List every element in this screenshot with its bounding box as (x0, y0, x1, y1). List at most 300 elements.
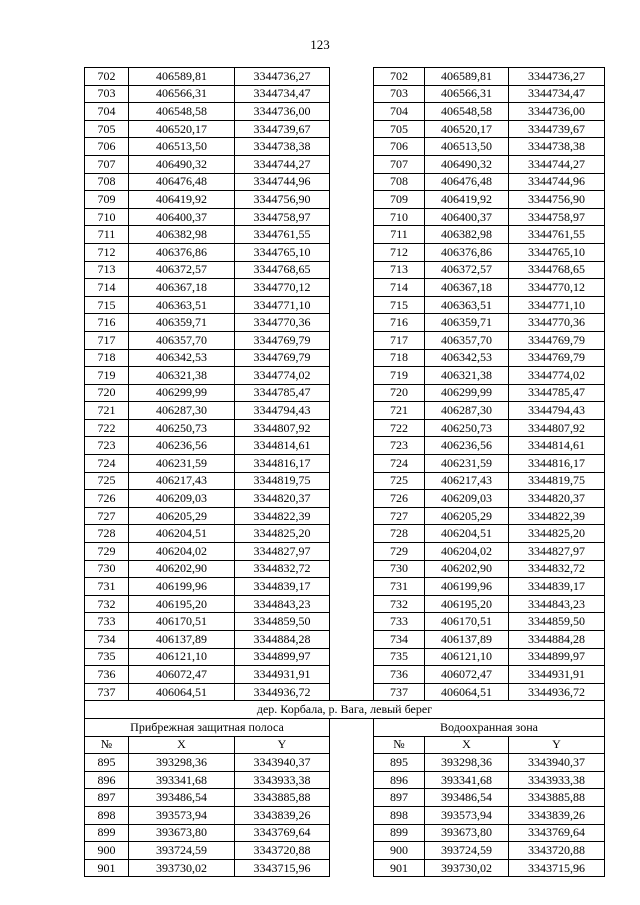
x-coordinate: 393724,59 (129, 842, 235, 860)
y-coordinate: 3344774,02 (509, 367, 605, 385)
y-coordinate: 3344827,97 (235, 543, 330, 561)
table-row (85, 455, 605, 473)
x-coordinate: 406217,43 (129, 472, 235, 490)
point-number: 710 (85, 208, 129, 226)
point-number: 705 (85, 120, 129, 138)
table-row (85, 191, 605, 209)
point-number: 711 (374, 226, 425, 244)
x-coordinate: 406367,18 (425, 279, 509, 297)
x-coordinate: 406199,96 (129, 578, 235, 596)
point-number: 717 (85, 331, 129, 349)
y-coordinate: 3344769,79 (235, 331, 330, 349)
table-row (85, 279, 605, 297)
point-number: 720 (85, 384, 129, 402)
y-coordinate: 3343715,96 (235, 859, 330, 877)
x-coordinate: 393298,36 (129, 754, 235, 772)
y-coordinate: 3344770,12 (509, 279, 605, 297)
column-gap (330, 595, 374, 613)
x-coordinate: 393730,02 (129, 859, 235, 877)
x-coordinate: 406382,98 (129, 226, 235, 244)
x-coordinate: 406064,51 (425, 683, 509, 701)
y-coordinate: 3344931,91 (235, 666, 330, 684)
x-coordinate: 406476,48 (129, 173, 235, 191)
header-y: Y (235, 736, 330, 754)
table-row (85, 578, 605, 596)
y-coordinate: 3344807,92 (235, 419, 330, 437)
x-coordinate: 406204,51 (425, 525, 509, 543)
column-gap (330, 789, 374, 807)
point-number: 708 (85, 173, 129, 191)
y-coordinate: 3344822,39 (235, 507, 330, 525)
column-gap (330, 507, 374, 525)
y-coordinate: 3344832,72 (235, 560, 330, 578)
table-row (85, 859, 605, 877)
column-gap (330, 191, 374, 209)
column-gap (330, 718, 374, 736)
header-num: № (85, 736, 129, 754)
x-coordinate: 406170,51 (425, 613, 509, 631)
column-gap (330, 384, 374, 402)
point-number: 715 (85, 296, 129, 314)
x-coordinate: 406419,92 (425, 191, 509, 209)
y-coordinate: 3343720,88 (509, 842, 605, 860)
y-coordinate: 3344825,20 (509, 525, 605, 543)
x-coordinate: 406589,81 (425, 68, 509, 86)
x-coordinate: 406520,17 (425, 120, 509, 138)
x-coordinate: 406202,90 (129, 560, 235, 578)
y-coordinate: 3344738,38 (509, 138, 605, 156)
y-coordinate: 3344807,92 (509, 419, 605, 437)
x-coordinate: 406236,56 (425, 437, 509, 455)
y-coordinate: 3344774,02 (235, 367, 330, 385)
point-number: 723 (374, 437, 425, 455)
x-coordinate: 406490,32 (425, 155, 509, 173)
x-coordinate: 406342,53 (129, 349, 235, 367)
point-number: 899 (85, 824, 129, 842)
y-coordinate: 3343885,88 (509, 789, 605, 807)
y-coordinate: 3343769,64 (235, 824, 330, 842)
column-gap (330, 525, 374, 543)
x-coordinate: 406121,10 (425, 648, 509, 666)
column-gap (330, 806, 374, 824)
x-coordinate: 406342,53 (425, 349, 509, 367)
y-coordinate: 3344794,43 (509, 402, 605, 420)
y-coordinate: 3344819,75 (509, 472, 605, 490)
point-number: 728 (85, 525, 129, 543)
column-gap (330, 472, 374, 490)
x-coordinate: 406250,73 (129, 419, 235, 437)
column-gap (330, 331, 374, 349)
x-coordinate: 406357,70 (129, 331, 235, 349)
point-number: 731 (85, 578, 129, 596)
point-number: 897 (85, 789, 129, 807)
column-gap (330, 648, 374, 666)
section-title-row (85, 701, 605, 719)
x-coordinate: 393298,36 (425, 754, 509, 772)
y-coordinate: 3344761,55 (235, 226, 330, 244)
y-coordinate: 3344738,38 (235, 138, 330, 156)
y-coordinate: 3343940,37 (509, 754, 605, 772)
column-gap (330, 226, 374, 244)
table-row (85, 771, 605, 789)
table-row (85, 648, 605, 666)
y-coordinate: 3344736,27 (235, 68, 330, 86)
point-number: 731 (374, 578, 425, 596)
x-coordinate: 393673,80 (129, 824, 235, 842)
y-coordinate: 3343715,96 (509, 859, 605, 877)
y-coordinate: 3343720,88 (235, 842, 330, 860)
x-coordinate: 406476,48 (425, 173, 509, 191)
column-gap (330, 683, 374, 701)
point-number: 706 (374, 138, 425, 156)
page-number: 123 (310, 37, 330, 52)
point-number: 720 (374, 384, 425, 402)
x-coordinate: 393724,59 (425, 842, 509, 860)
point-number: 730 (85, 560, 129, 578)
point-number: 711 (85, 226, 129, 244)
column-gap (330, 419, 374, 437)
table-row (85, 789, 605, 807)
x-coordinate: 406202,90 (425, 560, 509, 578)
x-coordinate: 406299,99 (425, 384, 509, 402)
point-number: 714 (85, 279, 129, 297)
y-coordinate: 3344744,96 (235, 173, 330, 191)
column-gap (330, 736, 374, 754)
table-row (85, 314, 605, 332)
x-coordinate: 406195,20 (129, 595, 235, 613)
x-coordinate: 406382,98 (425, 226, 509, 244)
point-number: 710 (374, 208, 425, 226)
x-coordinate: 406217,43 (425, 472, 509, 490)
point-number: 704 (85, 103, 129, 121)
y-coordinate: 3344765,10 (235, 243, 330, 261)
point-number: 719 (374, 367, 425, 385)
point-number: 724 (85, 455, 129, 473)
y-coordinate: 3344744,27 (235, 155, 330, 173)
x-coordinate: 406321,38 (425, 367, 509, 385)
y-coordinate: 3343839,26 (235, 806, 330, 824)
x-coordinate: 406205,29 (129, 507, 235, 525)
table-row (85, 543, 605, 561)
point-number: 899 (374, 824, 425, 842)
column-gap (330, 631, 374, 649)
x-coordinate: 406250,73 (425, 419, 509, 437)
point-number: 732 (374, 595, 425, 613)
table-row (85, 296, 605, 314)
x-coordinate: 406231,59 (129, 455, 235, 473)
point-number: 727 (374, 507, 425, 525)
point-number: 704 (374, 103, 425, 121)
column-header-row (85, 736, 605, 754)
column-gap (330, 279, 374, 297)
point-number: 705 (374, 120, 425, 138)
column-gap (330, 120, 374, 138)
point-number: 727 (85, 507, 129, 525)
y-coordinate: 3344769,79 (235, 349, 330, 367)
x-coordinate: 406372,57 (129, 261, 235, 279)
point-number: 707 (374, 155, 425, 173)
table-row (85, 613, 605, 631)
column-gap (330, 824, 374, 842)
x-coordinate: 406231,59 (425, 455, 509, 473)
y-coordinate: 3344785,47 (509, 384, 605, 402)
y-coordinate: 3344936,72 (509, 683, 605, 701)
y-coordinate: 3344785,47 (235, 384, 330, 402)
x-coordinate: 406121,10 (129, 648, 235, 666)
y-coordinate: 3344825,20 (235, 525, 330, 543)
column-gap (330, 560, 374, 578)
table-row (85, 103, 605, 121)
x-coordinate: 393486,54 (129, 789, 235, 807)
point-number: 735 (85, 648, 129, 666)
x-coordinate: 393341,68 (425, 771, 509, 789)
x-coordinate: 406299,99 (129, 384, 235, 402)
x-coordinate: 393341,68 (129, 771, 235, 789)
point-number: 735 (374, 648, 425, 666)
y-coordinate: 3344736,00 (509, 103, 605, 121)
y-coordinate: 3343839,26 (509, 806, 605, 824)
table-row (85, 525, 605, 543)
table-row (85, 507, 605, 525)
table-row (85, 595, 605, 613)
header-num: № (374, 736, 425, 754)
x-coordinate: 406137,89 (129, 631, 235, 649)
y-coordinate: 3344931,91 (509, 666, 605, 684)
y-coordinate: 3344744,27 (509, 155, 605, 173)
point-number: 736 (374, 666, 425, 684)
point-number: 725 (374, 472, 425, 490)
table-row (85, 68, 605, 86)
x-coordinate: 406170,51 (129, 613, 235, 631)
point-number: 737 (374, 683, 425, 701)
x-coordinate: 406359,71 (129, 314, 235, 332)
y-coordinate: 3344859,50 (235, 613, 330, 631)
table-row (85, 560, 605, 578)
point-number: 896 (85, 771, 129, 789)
y-coordinate: 3344884,28 (235, 631, 330, 649)
point-number: 728 (374, 525, 425, 543)
point-number: 895 (85, 754, 129, 772)
table-row (85, 683, 605, 701)
x-coordinate: 406566,31 (129, 85, 235, 103)
y-coordinate: 3344822,39 (509, 507, 605, 525)
y-coordinate: 3344770,12 (235, 279, 330, 297)
top-rows (85, 68, 605, 701)
column-gap (330, 543, 374, 561)
x-coordinate: 393486,54 (425, 789, 509, 807)
point-number: 716 (374, 314, 425, 332)
y-coordinate: 3344739,67 (235, 120, 330, 138)
column-gap (330, 613, 374, 631)
column-gap (330, 437, 374, 455)
table-row (85, 384, 605, 402)
x-coordinate: 393573,94 (129, 806, 235, 824)
point-number: 722 (85, 419, 129, 437)
table-row (85, 824, 605, 842)
column-gap (330, 578, 374, 596)
x-coordinate: 393673,80 (425, 824, 509, 842)
y-coordinate: 3343885,88 (235, 789, 330, 807)
point-number: 733 (85, 613, 129, 631)
x-coordinate: 406520,17 (129, 120, 235, 138)
point-number: 732 (85, 595, 129, 613)
table-row (85, 419, 605, 437)
x-coordinate: 406363,51 (425, 296, 509, 314)
point-number: 718 (374, 349, 425, 367)
y-coordinate: 3344765,10 (509, 243, 605, 261)
y-coordinate: 3344770,36 (235, 314, 330, 332)
header-y: Y (509, 736, 605, 754)
point-number: 733 (374, 613, 425, 631)
point-number: 734 (374, 631, 425, 649)
table-row (85, 155, 605, 173)
x-coordinate: 406064,51 (129, 683, 235, 701)
column-gap (330, 155, 374, 173)
header-x: X (129, 736, 235, 754)
point-number: 721 (85, 402, 129, 420)
point-number: 900 (85, 842, 129, 860)
table-row (85, 261, 605, 279)
x-coordinate: 406548,58 (129, 103, 235, 121)
zone-title-row (85, 718, 605, 736)
table-row (85, 754, 605, 772)
point-number: 729 (85, 543, 129, 561)
point-number: 706 (85, 138, 129, 156)
point-number: 709 (374, 191, 425, 209)
x-coordinate: 406400,37 (129, 208, 235, 226)
column-gap (330, 490, 374, 508)
y-coordinate: 3344832,72 (509, 560, 605, 578)
table-row (85, 243, 605, 261)
table-row (85, 472, 605, 490)
y-coordinate: 3343933,38 (509, 771, 605, 789)
x-coordinate: 406400,37 (425, 208, 509, 226)
y-coordinate: 3344758,97 (235, 208, 330, 226)
y-coordinate: 3343769,64 (509, 824, 605, 842)
table-row (85, 631, 605, 649)
point-number: 730 (374, 560, 425, 578)
y-coordinate: 3344739,67 (509, 120, 605, 138)
x-coordinate: 406548,58 (425, 103, 509, 121)
x-coordinate: 406209,03 (425, 490, 509, 508)
point-number: 707 (85, 155, 129, 173)
column-gap (330, 138, 374, 156)
column-gap (330, 754, 374, 772)
table-row (85, 437, 605, 455)
y-coordinate: 3344771,10 (509, 296, 605, 314)
column-gap (330, 173, 374, 191)
point-number: 708 (374, 173, 425, 191)
point-number: 703 (374, 85, 425, 103)
table-row (85, 331, 605, 349)
y-coordinate: 3344814,61 (509, 437, 605, 455)
x-coordinate: 406419,92 (129, 191, 235, 209)
table-row (85, 402, 605, 420)
x-coordinate: 406589,81 (129, 68, 235, 86)
point-number: 723 (85, 437, 129, 455)
x-coordinate: 406359,71 (425, 314, 509, 332)
table-row (85, 226, 605, 244)
y-coordinate: 3344758,97 (509, 208, 605, 226)
point-number: 895 (374, 754, 425, 772)
y-coordinate: 3344827,97 (509, 543, 605, 561)
table-row (85, 806, 605, 824)
point-number: 725 (85, 472, 129, 490)
x-coordinate: 406287,30 (425, 402, 509, 420)
bottom-rows (85, 754, 605, 877)
point-number: 897 (374, 789, 425, 807)
column-gap (330, 208, 374, 226)
point-number: 729 (374, 543, 425, 561)
y-coordinate: 3344899,97 (235, 648, 330, 666)
point-number: 900 (374, 842, 425, 860)
x-coordinate: 406321,38 (129, 367, 235, 385)
x-coordinate: 406204,02 (425, 543, 509, 561)
x-coordinate: 406072,47 (425, 666, 509, 684)
y-coordinate: 3344839,17 (235, 578, 330, 596)
y-coordinate: 3344814,61 (235, 437, 330, 455)
point-number: 714 (374, 279, 425, 297)
y-coordinate: 3344839,17 (509, 578, 605, 596)
point-number: 718 (85, 349, 129, 367)
table-row (85, 842, 605, 860)
point-number: 724 (374, 455, 425, 473)
column-gap (330, 367, 374, 385)
point-number: 737 (85, 683, 129, 701)
y-coordinate: 3344769,79 (509, 331, 605, 349)
y-coordinate: 3344794,43 (235, 402, 330, 420)
table-row (85, 490, 605, 508)
header-x: X (425, 736, 509, 754)
y-coordinate: 3344843,23 (235, 595, 330, 613)
x-coordinate: 406205,29 (425, 507, 509, 525)
x-coordinate: 406490,32 (129, 155, 235, 173)
point-number: 713 (374, 261, 425, 279)
y-coordinate: 3343940,37 (235, 754, 330, 772)
point-number: 715 (374, 296, 425, 314)
column-gap (330, 666, 374, 684)
column-gap (330, 402, 374, 420)
column-gap (330, 455, 374, 473)
y-coordinate: 3344744,96 (509, 173, 605, 191)
y-coordinate: 3344771,10 (235, 296, 330, 314)
point-number: 901 (374, 859, 425, 877)
y-coordinate: 3344734,47 (509, 85, 605, 103)
section-header (85, 701, 605, 754)
y-coordinate: 3344936,72 (235, 683, 330, 701)
x-coordinate: 406236,56 (129, 437, 235, 455)
x-coordinate: 406513,50 (129, 138, 235, 156)
section-title: дер. Корбала, р. Вага, левый берег (85, 701, 605, 719)
x-coordinate: 406209,03 (129, 490, 235, 508)
y-coordinate: 3344736,27 (509, 68, 605, 86)
point-number: 709 (85, 191, 129, 209)
table-row (85, 85, 605, 103)
column-gap (330, 68, 374, 86)
table-row (85, 349, 605, 367)
y-coordinate: 3344819,75 (235, 472, 330, 490)
point-number: 726 (85, 490, 129, 508)
x-coordinate: 406372,57 (425, 261, 509, 279)
column-gap (330, 349, 374, 367)
point-number: 736 (85, 666, 129, 684)
point-number: 719 (85, 367, 129, 385)
x-coordinate: 393730,02 (425, 859, 509, 877)
x-coordinate: 406513,50 (425, 138, 509, 156)
y-coordinate: 3344736,00 (235, 103, 330, 121)
point-number: 901 (85, 859, 129, 877)
x-coordinate: 406199,96 (425, 578, 509, 596)
